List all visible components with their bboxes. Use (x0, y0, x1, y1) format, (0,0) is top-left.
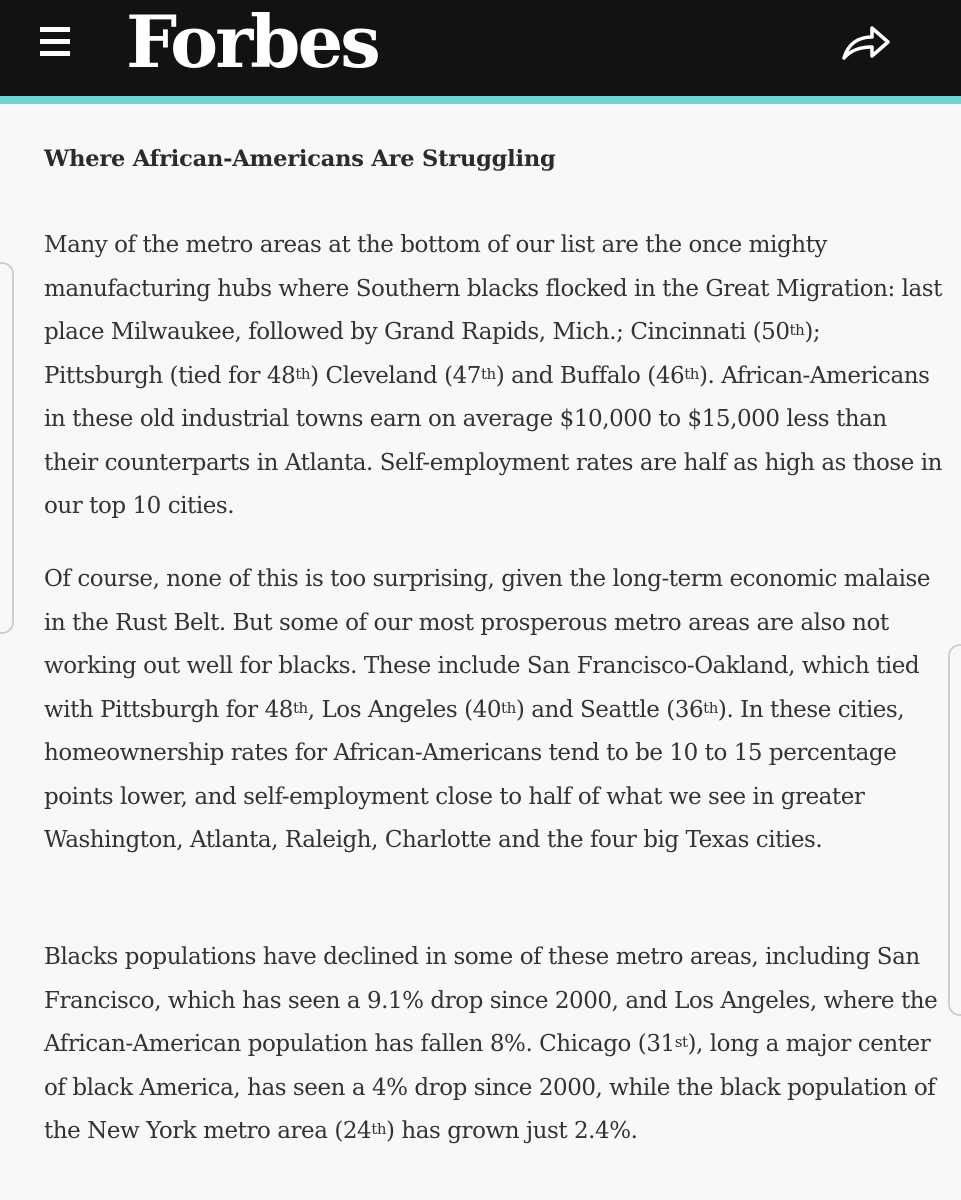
right-edge-tab (948, 644, 961, 1016)
top-nav-bar (0, 0, 961, 96)
header-accent-stripe (0, 96, 961, 104)
article-paragraph: Many of the metro areas at the bottom of our list are the once mighty manufacturing hubs where Southern blacks flocked in the Great Migration: last place Milwaukee, followed by Grand Rapids, Mich.; Cincinnati (50th); Pittsburgh (tied for 48th) Cleveland (47th) and Buffalo (46th). African-Americans in these old industrial towns earn on average $10,000 to $15,000 less than their counterparts in Atlanta. Self-employment rates are half as high as those in our top 10 cities. (44, 232, 943, 519)
share-arrow-icon[interactable] (836, 20, 892, 66)
article-paragraph: Of course, none of this is too surprising, given the long-term economic malaise in the Rust Belt. But some of our most prosperous metro areas are also not working out well for blacks. These include San Francisco-Oakland, which tied with Pittsburgh for 48th, Los Angeles (40th) and Seattle (36th). In these cities, homeownership rates for African-Americans tend to be 10 to 15 percentage points lower, and self-employment close to half of what we see in greater Washington, Atlanta, Raleigh, Charlotte and the four big Texas cities. (44, 566, 931, 853)
article-body (44, 146, 943, 1144)
menu-line (40, 39, 70, 44)
forbes-logo[interactable]: Forbes (126, 0, 378, 84)
menu-line (40, 51, 70, 56)
left-edge-tab (0, 262, 14, 634)
menu-line (40, 27, 70, 32)
hamburger-menu-icon[interactable] (40, 27, 70, 57)
article-paragraph: Blacks populations have declined in some of these metro areas, including San Francisco, which has seen a 9.1% drop since 2000, and Los Angeles, where the African-American population has fallen 8%. Chicago (31st), long a major center of black America, has seen a 4% drop since 2000, while the black population of the New York metro area (24th) has grown just 2.4%. (44, 944, 938, 1144)
section-heading: Where African-Americans Are Struggling (44, 146, 556, 172)
